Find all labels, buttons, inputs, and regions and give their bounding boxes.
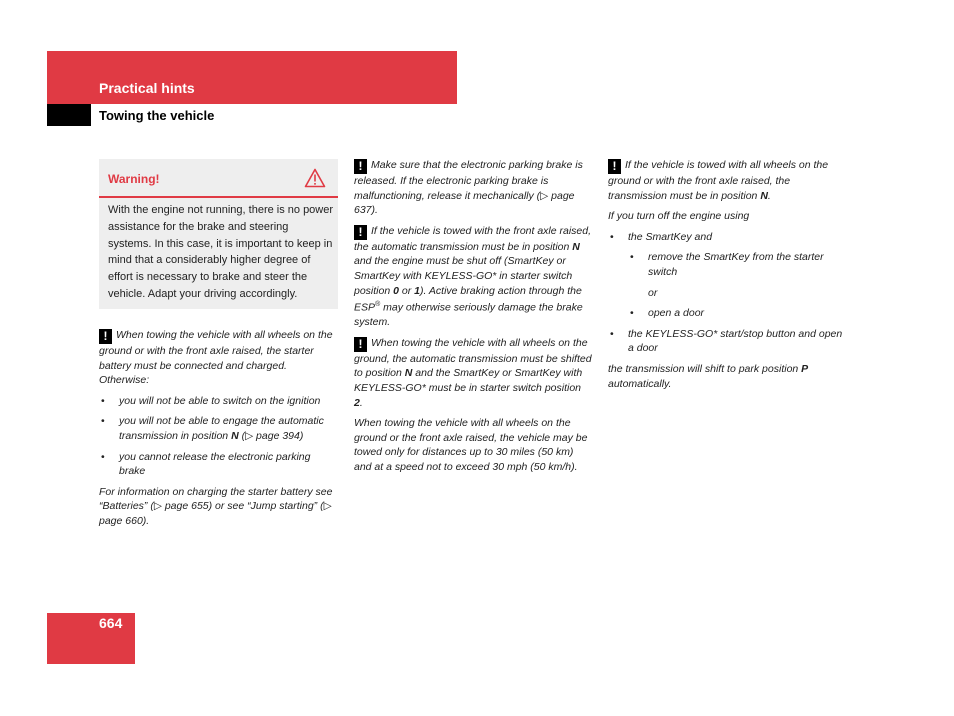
exclamation-icon: ! — [354, 337, 367, 352]
sub-list-item: • remove the SmartKey from the starter switch — [608, 250, 848, 279]
info-paragraph: For information on charging the starter battery see “Batteries” (▷ page 655) or see “Jump starting” (▷ page 660). — [99, 485, 333, 527]
exclamation-icon: ! — [354, 225, 367, 240]
caution-note: ! Make sure that the electronic parking brake is released. If the electronic parking brake is malfunctioning, release it mechanically (▷ page 637). — [354, 159, 583, 217]
exclamation-icon: ! — [608, 159, 621, 174]
list-item: • you will not be able to engage the automatic transmission in position N (▷ page 394) — [99, 414, 339, 443]
list-item: • the KEYLESS-GO* start/stop button and open a door — [608, 327, 848, 356]
exclamation-icon: ! — [354, 159, 367, 174]
caution-note: ! If the vehicle is towed with the front axle raised, the automatic transmission must be in position N and the engine must be shut off (SmartKey or SmartKey with KEYLESS-GO* in starter switch position 0 or 1). Active braking action through the ESP® may otherwise seriously damage the brake system. — [354, 224, 592, 329]
warning-triangle-icon — [304, 168, 326, 188]
page-number: 664 — [99, 615, 123, 631]
exclamation-icon: ! — [99, 329, 112, 344]
info-paragraph: the transmission will shift to park position P automatically. — [608, 362, 809, 390]
info-paragraph: When towing the vehicle with all wheels on the ground or the front axle raised, the vehicle may be towed only for distances up to 30 miles (50 km) and at a speed not to exceed 30 mph (50 km/h). — [354, 417, 588, 473]
section-title: Practical hints — [99, 80, 195, 96]
page-subtitle: Towing the vehicle — [99, 108, 215, 123]
warning-header — [99, 159, 338, 198]
warning-text: With the engine not running, there is no power assistance for the brake and steering systems. In this case, it is important to keep in mind that a considerably higher degree of effort is necessary to brake and steer the vehicle. Adapt your driving accordingly. — [108, 204, 334, 300]
list-item: • you cannot release the electronic parking brake — [99, 450, 339, 479]
list-item: • you will not be able to switch on the ignition — [99, 394, 339, 409]
list-item: • the SmartKey and — [608, 230, 848, 245]
warning-box — [99, 159, 338, 309]
or-text: or — [648, 286, 658, 299]
caution-note: ! When towing the vehicle with all wheels on the ground, the automatic transmission must be shifted to position N and the SmartKey or SmartKey with KEYLESS-GO* must be in starter switch position 2. — [354, 336, 592, 409]
caution-note: ! When towing the vehicle with all wheels on the ground or with the front axle raised, the starter battery must be connected and charged. Otherwise: — [99, 329, 333, 387]
warning-title: Warning! — [108, 172, 160, 186]
info-paragraph: If you turn off the engine using — [608, 210, 750, 223]
column-middle — [354, 158, 592, 481]
column-left — [99, 328, 339, 535]
section-tab-marker — [47, 104, 91, 126]
sub-list-item: • open a door — [608, 306, 848, 321]
caution-note: ! If the vehicle is towed with all wheels on the ground or with the front axle raised, the transmission must be in position N. — [608, 159, 829, 202]
header-band — [47, 51, 457, 104]
column-right — [608, 158, 848, 397]
